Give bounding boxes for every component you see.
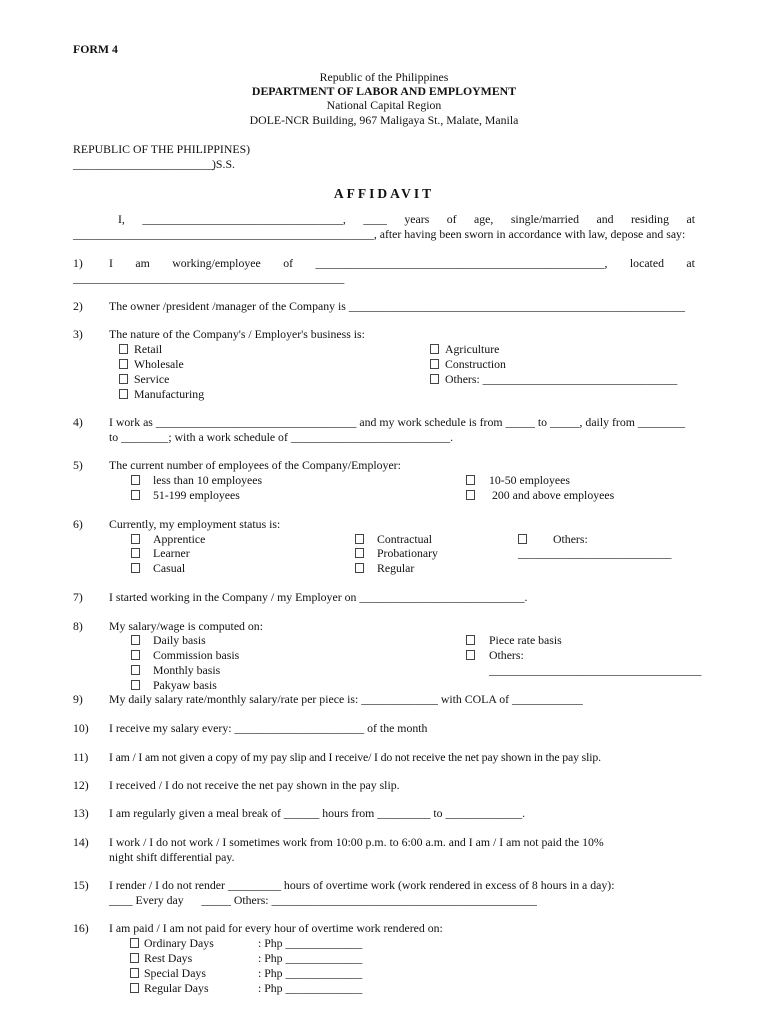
item-16-text: I am paid / I am not paid for every hour of overtime work rendered on:: [109, 921, 443, 935]
option-wage-others[interactable]: Others:: [466, 648, 524, 663]
intro-line-1: I, __________________________________, ____ years of age, single/married and residing at: [118, 212, 695, 226]
checkbox-icon[interactable]: [131, 563, 140, 573]
checkbox-icon[interactable]: [466, 490, 475, 500]
item-15-number: 15): [73, 878, 89, 892]
item-4-line-1: I work as __________________________________ and my work schedule is from _____ to _____, daily from ________: [109, 415, 686, 429]
item-6-number: 6): [73, 517, 83, 531]
checkbox-icon[interactable]: [130, 953, 139, 963]
item-4-line-2: to ________; with a work schedule of ___________________________.: [109, 430, 454, 444]
checkbox-icon[interactable]: [430, 359, 439, 369]
item-5-number: 5): [73, 458, 83, 472]
checkbox-icon[interactable]: [119, 374, 128, 384]
option-learner[interactable]: Learner: [131, 546, 190, 561]
item-6-text: Currently, my employment status is:: [109, 517, 281, 531]
item-8-text: My salary/wage is computed on:: [109, 619, 263, 633]
item-1-number: 1): [73, 256, 83, 270]
php-regular-days: : Php _____________: [258, 981, 363, 995]
checkbox-icon[interactable]: [355, 534, 364, 544]
checkbox-icon[interactable]: [131, 534, 140, 544]
header-address: DOLE-NCR Building, 967 Maligaya St., Malate, Manila: [249, 113, 519, 127]
item-12-text: I received / I do not receive the net pay shown in the pay slip.: [109, 778, 400, 792]
checkbox-icon[interactable]: [430, 344, 439, 354]
item-14-line-2: night shift differential pay.: [109, 850, 235, 864]
wage-others-blank: ____________________________________: [489, 663, 702, 677]
item-7-text: I started working in the Company / my Employer on ____________________________.: [109, 590, 528, 604]
item-8-number: 8): [73, 619, 83, 633]
checkbox-icon[interactable]: [131, 665, 140, 675]
php-ordinary-days: : Php _____________: [258, 936, 363, 950]
option-monthly-basis[interactable]: Monthly basis: [131, 663, 220, 678]
option-agriculture[interactable]: Agriculture: [430, 342, 499, 357]
checkbox-icon[interactable]: [119, 344, 128, 354]
checkbox-icon[interactable]: [131, 635, 140, 645]
item-1-line-2: ______________________________________________: [73, 271, 345, 285]
option-contractual[interactable]: Contractual: [355, 532, 432, 547]
item-10-number: 10): [73, 721, 89, 735]
item-2-text: The owner /president /manager of the Company is _________________________________________________________: [109, 299, 686, 313]
status-others-blank: __________________________: [518, 546, 672, 560]
checkbox-icon[interactable]: [131, 490, 140, 500]
php-special-days: : Php _____________: [258, 966, 363, 980]
item-4-number: 4): [73, 415, 83, 429]
option-construction[interactable]: Construction: [430, 357, 506, 372]
item-16-number: 16): [73, 921, 89, 935]
checkbox-icon[interactable]: [466, 650, 475, 660]
checkbox-icon[interactable]: [131, 650, 140, 660]
checkbox-icon[interactable]: [131, 475, 140, 485]
checkbox-icon[interactable]: [119, 389, 128, 399]
venue-line-1: REPUBLIC OF THE PHILIPPINES): [73, 142, 251, 156]
checkbox-icon[interactable]: [131, 548, 140, 558]
option-special-days[interactable]: Special Days: [130, 966, 206, 981]
checkbox-icon[interactable]: [131, 680, 140, 690]
option-regular[interactable]: Regular: [355, 561, 414, 576]
option-rest-days[interactable]: Rest Days: [130, 951, 192, 966]
checkbox-icon[interactable]: [355, 563, 364, 573]
checkbox-icon[interactable]: [130, 938, 139, 948]
option-probationary[interactable]: Probationary: [355, 546, 438, 561]
item-12-number: 12): [73, 778, 89, 792]
item-11-text: I am / I am not given a copy of my pay slip and I receive/ I do not receive the net pay shown in the pay slip.: [109, 750, 601, 764]
checkbox-icon[interactable]: [466, 635, 475, 645]
option-service[interactable]: Service: [119, 372, 169, 387]
checkbox-icon[interactable]: [119, 359, 128, 369]
checkbox-icon[interactable]: [466, 475, 475, 485]
item-9-number: 9): [73, 692, 83, 706]
item-14-number: 14): [73, 835, 89, 849]
option-retail[interactable]: Retail: [119, 342, 162, 357]
item-15-line-2: ____ Every day _____ Others: _____________________________________________: [109, 893, 537, 907]
option-pakyaw-basis[interactable]: Pakyaw basis: [131, 678, 217, 693]
option-less-than-10[interactable]: less than 10 employees: [131, 473, 262, 488]
option-ordinary-days[interactable]: Ordinary Days: [130, 936, 214, 951]
option-regular-days[interactable]: Regular Days: [130, 981, 209, 996]
option-daily-basis[interactable]: Daily basis: [131, 633, 206, 648]
item-10-text: I receive my salary every: ______________________ of the month: [109, 721, 428, 735]
intro-line-2: ___________________________________________________, after having been sworn in accordance with law, depose and say:: [73, 227, 686, 241]
item-13-text: I am regularly given a meal break of ______ hours from _________ to _____________.: [109, 806, 526, 820]
php-rest-days: : Php _____________: [258, 951, 363, 965]
item-3-number: 3): [73, 327, 83, 341]
option-apprentice[interactable]: Apprentice: [131, 532, 205, 547]
checkbox-icon[interactable]: [430, 374, 439, 384]
item-5-text: The current number of employees of the Company/Employer:: [109, 458, 401, 472]
option-commission-basis[interactable]: Commission basis: [131, 648, 239, 663]
checkbox-icon[interactable]: [130, 968, 139, 978]
header-region: National Capital Region: [326, 98, 442, 112]
document-title: AFFIDAVIT: [333, 186, 435, 201]
item-1-line-1: I am working/employee of _________________________________________________, located at: [109, 256, 695, 270]
checkbox-icon[interactable]: [518, 534, 527, 544]
header-republic: Republic of the Philippines: [319, 70, 449, 84]
option-manufacturing[interactable]: Manufacturing: [119, 387, 204, 402]
item-14-line-1: I work / I do not work / I sometimes work from 10:00 p.m. to 6:00 a.m. and I am / I am not paid the 10%: [109, 835, 604, 849]
header-department: DEPARTMENT OF LABOR AND EMPLOYMENT: [251, 84, 517, 98]
item-11-number: 11): [73, 750, 89, 764]
option-business-others[interactable]: Others: _________________________________: [430, 372, 677, 387]
option-10-50[interactable]: 10-50 employees: [466, 473, 570, 488]
item-7-number: 7): [73, 590, 83, 604]
option-status-others[interactable]: Others:: [518, 532, 588, 547]
option-piece-rate[interactable]: Piece rate basis: [466, 633, 562, 648]
item-2-number: 2): [73, 299, 83, 313]
option-200-above[interactable]: 200 and above employees: [466, 488, 614, 503]
venue-blank: ________________________: [73, 157, 215, 171]
item-15-line-1: I render / I do not render _________ hours of overtime work (work rendered in excess of 8 hours in a day):: [109, 878, 615, 892]
option-casual[interactable]: Casual: [131, 561, 185, 576]
option-wholesale[interactable]: Wholesale: [119, 357, 184, 372]
item-13-number: 13): [73, 806, 89, 820]
option-51-199[interactable]: 51-199 employees: [131, 488, 240, 503]
venue-ss: )S.S.: [212, 157, 235, 171]
item-9-text: My daily salary rate/monthly salary/rate per piece is: _____________ with COLA of ____________: [109, 692, 583, 706]
item-3-text: The nature of the Company's / Employer's business is:: [109, 327, 365, 341]
checkbox-icon[interactable]: [355, 548, 364, 558]
checkbox-icon[interactable]: [130, 983, 139, 993]
form-label: FORM 4: [73, 42, 118, 56]
